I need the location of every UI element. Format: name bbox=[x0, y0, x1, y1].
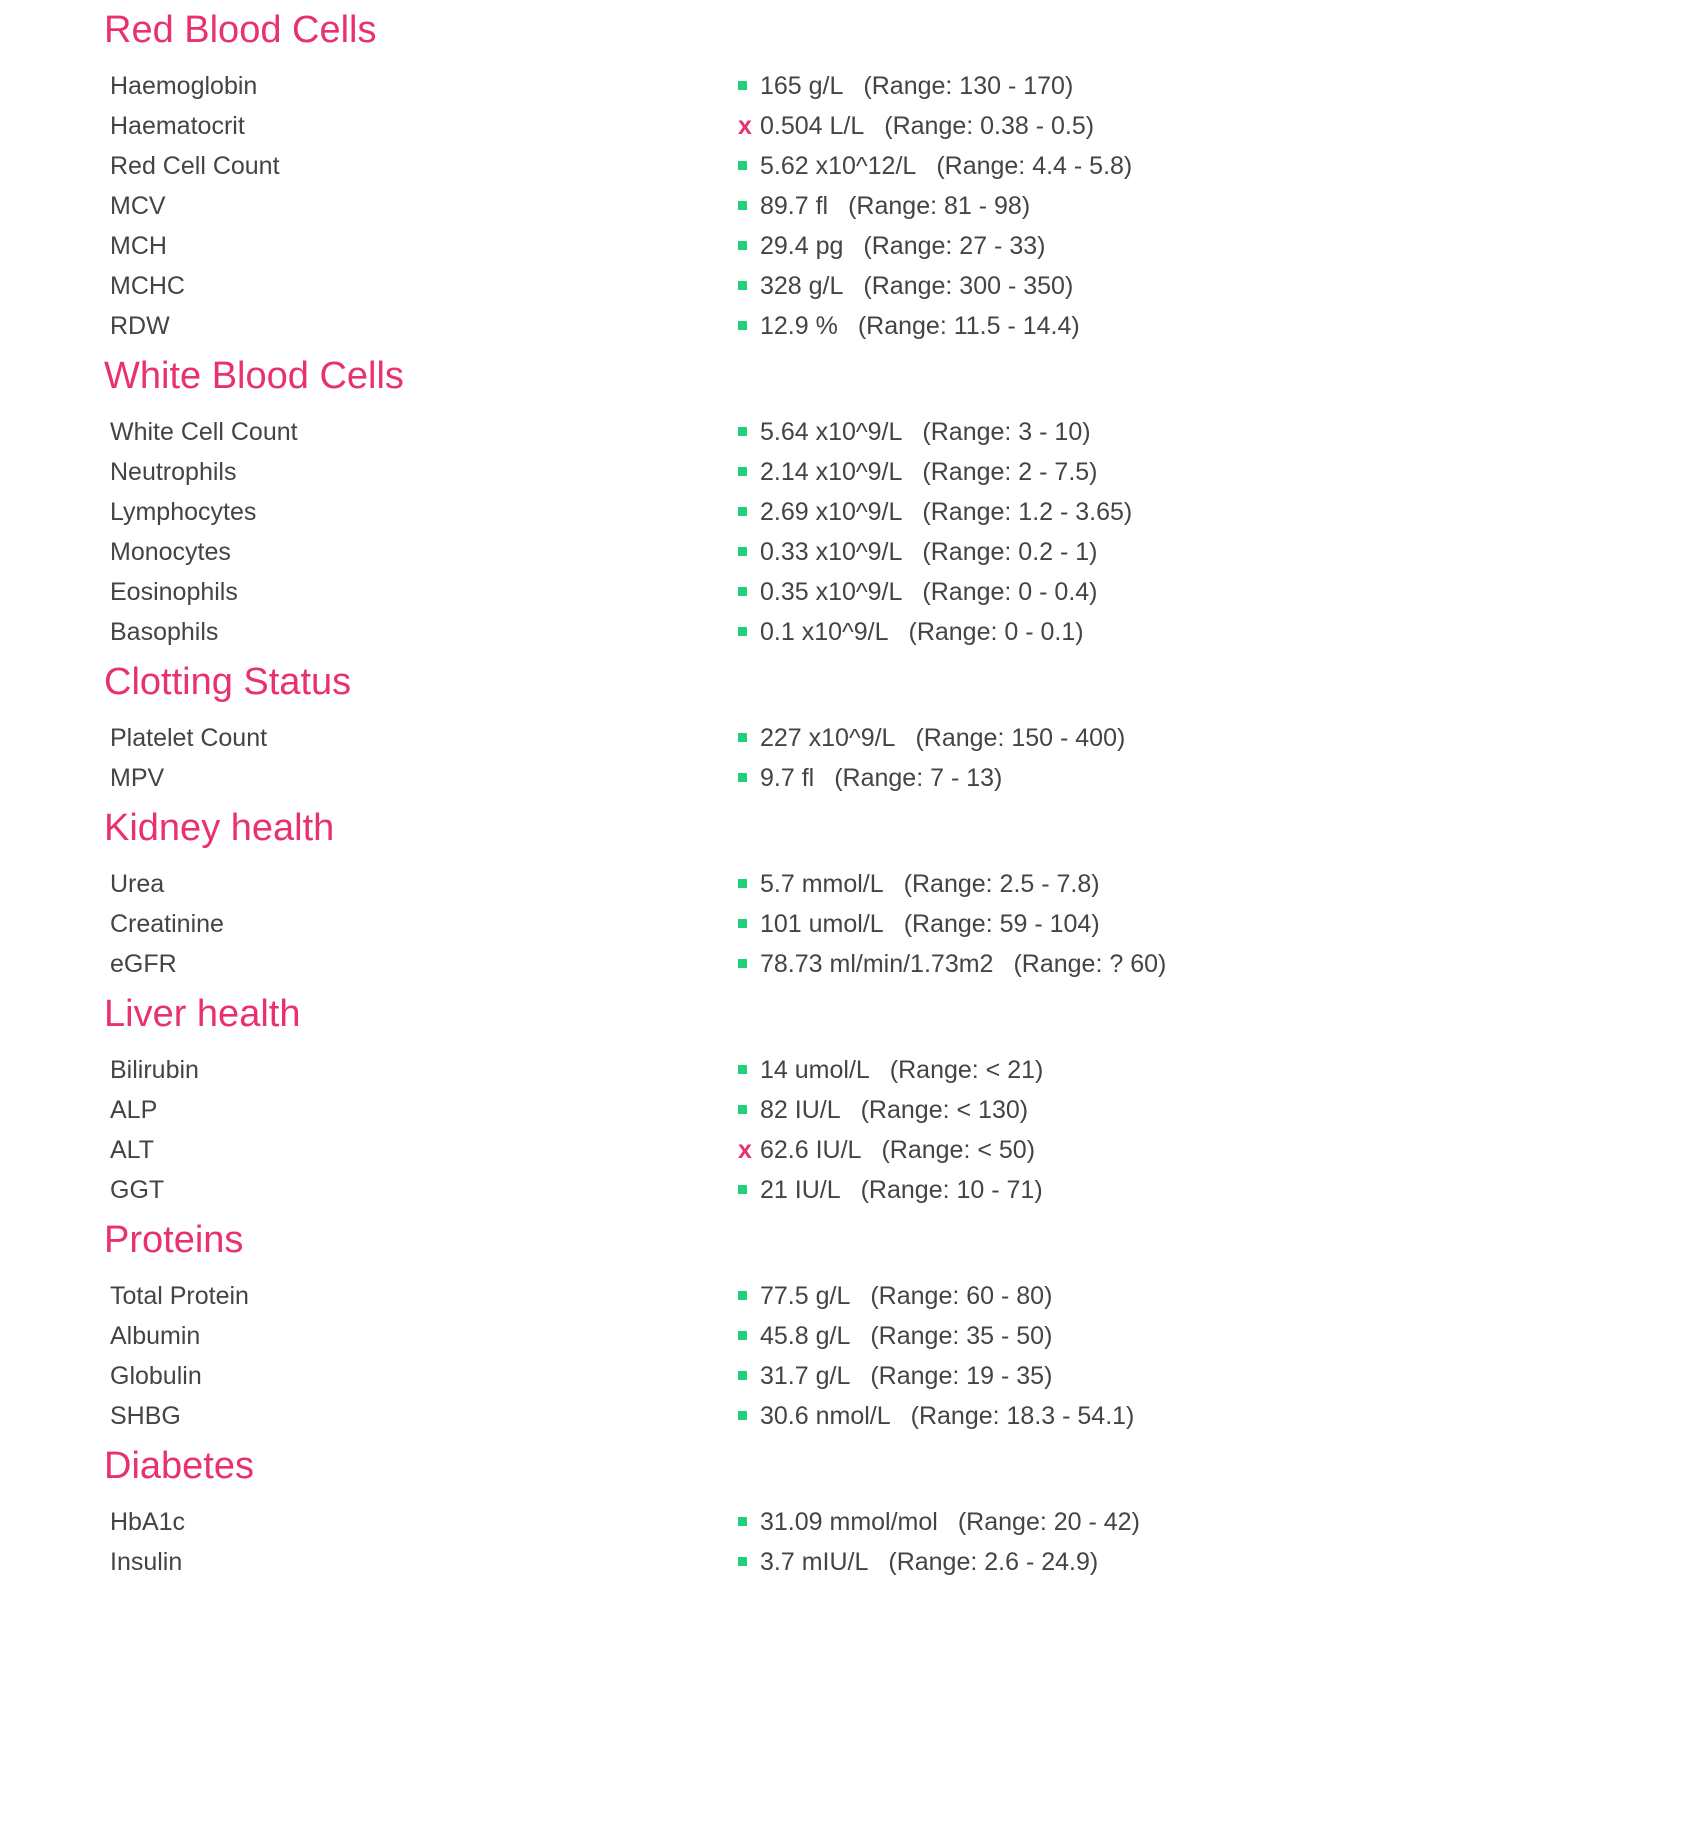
result-row-bilirubin bbox=[104, 1050, 1604, 1090]
status-ok-icon bbox=[738, 944, 760, 984]
status-ok-icon bbox=[738, 572, 760, 612]
green-square-icon bbox=[738, 507, 747, 516]
result-row-rdw bbox=[104, 306, 1604, 346]
result-list bbox=[104, 1276, 1604, 1436]
result-row-mchc bbox=[104, 266, 1604, 306]
reference-range: (Range: 60 - 80) bbox=[870, 1282, 1053, 1310]
test-result bbox=[738, 412, 1091, 452]
test-value: 0.1 x10^9/L bbox=[760, 618, 889, 646]
result-list bbox=[104, 864, 1604, 984]
result-row-basophils bbox=[104, 612, 1604, 652]
test-result bbox=[738, 1356, 1052, 1396]
green-square-icon bbox=[738, 733, 747, 742]
test-value: 0.35 x10^9/L bbox=[760, 578, 903, 606]
reference-range: (Range: 11.5 - 14.4) bbox=[857, 312, 1080, 340]
status-ok-icon bbox=[738, 1502, 760, 1542]
test-result bbox=[738, 864, 1100, 904]
result-row-mpv bbox=[104, 758, 1604, 798]
green-square-icon bbox=[738, 467, 747, 476]
green-square-icon bbox=[738, 1411, 747, 1420]
result-row-hba1c bbox=[104, 1502, 1604, 1542]
lab-results-report bbox=[104, 0, 1604, 1592]
test-value: 12.9 % bbox=[760, 312, 838, 340]
test-result bbox=[738, 1396, 1134, 1436]
result-list bbox=[104, 1050, 1604, 1210]
test-name: GGT bbox=[110, 1176, 165, 1204]
test-name: RDW bbox=[110, 312, 170, 340]
test-value: 328 g/L bbox=[760, 272, 844, 300]
test-value: 5.64 x10^9/L bbox=[760, 418, 903, 446]
test-result bbox=[738, 1130, 1035, 1170]
test-value: 101 umol/L bbox=[760, 910, 884, 938]
test-value: 21 IU/L bbox=[760, 1176, 841, 1204]
result-row-platelet-count bbox=[104, 718, 1604, 758]
green-square-icon bbox=[738, 959, 747, 968]
test-name: Eosinophils bbox=[110, 578, 238, 606]
result-row-mch bbox=[104, 226, 1604, 266]
green-square-icon bbox=[738, 627, 747, 636]
test-result bbox=[738, 944, 1166, 984]
test-result bbox=[738, 904, 1100, 944]
test-value: 62.6 IU/L bbox=[760, 1136, 862, 1164]
test-name: Lymphocytes bbox=[110, 498, 257, 526]
status-bad-icon bbox=[738, 1130, 760, 1170]
result-row-urea bbox=[104, 864, 1604, 904]
test-name: ALT bbox=[110, 1136, 154, 1164]
reference-range: (Range: 1.2 - 3.65) bbox=[922, 498, 1133, 526]
test-result bbox=[738, 612, 1084, 652]
test-result bbox=[738, 1050, 1043, 1090]
status-ok-icon bbox=[738, 146, 760, 186]
green-square-icon bbox=[738, 547, 747, 556]
test-name: Red Cell Count bbox=[110, 152, 280, 180]
status-ok-icon bbox=[738, 1316, 760, 1356]
result-row-monocytes bbox=[104, 532, 1604, 572]
test-result bbox=[738, 1542, 1098, 1582]
test-name: Creatinine bbox=[110, 910, 224, 938]
test-name: Haemoglobin bbox=[110, 72, 258, 100]
reference-range: (Range: 59 - 104) bbox=[903, 910, 1100, 938]
test-result bbox=[738, 718, 1125, 758]
reference-range: (Range: 27 - 33) bbox=[863, 232, 1046, 260]
result-row-haematocrit bbox=[104, 106, 1604, 146]
result-row-haemoglobin bbox=[104, 66, 1604, 106]
test-result bbox=[738, 306, 1080, 346]
green-square-icon bbox=[738, 919, 747, 928]
test-name: MCHC bbox=[110, 272, 185, 300]
reference-range: (Range: 19 - 35) bbox=[870, 1362, 1053, 1390]
test-result bbox=[738, 1502, 1140, 1542]
test-name: Albumin bbox=[110, 1322, 201, 1350]
green-square-icon bbox=[738, 587, 747, 596]
reference-range: (Range: 0.2 - 1) bbox=[922, 538, 1098, 566]
result-list bbox=[104, 718, 1604, 798]
test-result bbox=[738, 532, 1098, 572]
status-bad-icon bbox=[738, 106, 760, 146]
result-row-alt bbox=[104, 1130, 1604, 1170]
result-row-white-cell-count bbox=[104, 412, 1604, 452]
status-ok-icon bbox=[738, 1356, 760, 1396]
reference-range: (Range: 7 - 13) bbox=[834, 764, 1003, 792]
status-ok-icon bbox=[738, 412, 760, 452]
status-ok-icon bbox=[738, 1090, 760, 1130]
test-name: HbA1c bbox=[110, 1508, 186, 1536]
result-row-lymphocytes bbox=[104, 492, 1604, 532]
status-ok-icon bbox=[738, 492, 760, 532]
green-square-icon bbox=[738, 773, 747, 782]
result-row-shbg bbox=[104, 1396, 1604, 1436]
test-name: MCV bbox=[110, 192, 166, 220]
status-ok-icon bbox=[738, 718, 760, 758]
status-ok-icon bbox=[738, 306, 760, 346]
green-square-icon bbox=[738, 1185, 747, 1194]
result-list bbox=[104, 1502, 1604, 1582]
result-row-mcv bbox=[104, 186, 1604, 226]
status-ok-icon bbox=[738, 66, 760, 106]
test-result bbox=[738, 492, 1132, 532]
test-name: Neutrophils bbox=[110, 458, 237, 486]
test-result bbox=[738, 106, 1094, 146]
green-square-icon bbox=[738, 241, 747, 250]
green-square-icon bbox=[738, 201, 747, 210]
status-ok-icon bbox=[738, 1542, 760, 1582]
test-name: MCH bbox=[110, 232, 167, 260]
reference-range: (Range: 2.5 - 7.8) bbox=[903, 870, 1100, 898]
section-title-diabetes: Diabetes bbox=[104, 1445, 254, 1487]
status-ok-icon bbox=[738, 1170, 760, 1210]
green-square-icon bbox=[738, 1065, 747, 1074]
section-title-red-blood-cells: Red Blood Cells bbox=[104, 9, 377, 51]
reference-range: (Range: 10 - 71) bbox=[860, 1176, 1043, 1204]
status-ok-icon bbox=[738, 1050, 760, 1090]
result-row-insulin bbox=[104, 1542, 1604, 1582]
reference-range: (Range: 300 - 350) bbox=[863, 272, 1074, 300]
test-name: Total Protein bbox=[110, 1282, 249, 1310]
test-value: 78.73 ml/min/1.73m2 bbox=[760, 950, 994, 978]
test-name: Insulin bbox=[110, 1548, 183, 1576]
result-row-alp bbox=[104, 1090, 1604, 1130]
test-name: SHBG bbox=[110, 1402, 181, 1430]
reference-range: (Range: 2.6 - 24.9) bbox=[888, 1548, 1099, 1576]
reference-range: (Range: < 21) bbox=[889, 1056, 1044, 1084]
result-row-total-protein bbox=[104, 1276, 1604, 1316]
test-result bbox=[738, 572, 1098, 612]
reference-range: (Range: 18.3 - 54.1) bbox=[910, 1402, 1135, 1430]
reference-range: (Range: 81 - 98) bbox=[848, 192, 1031, 220]
section-title-proteins: Proteins bbox=[104, 1219, 244, 1261]
test-value: 31.09 mmol/mol bbox=[760, 1508, 938, 1536]
section-title-liver-health: Liver health bbox=[104, 993, 301, 1035]
test-value: 29.4 pg bbox=[760, 232, 844, 260]
test-value: 0.33 x10^9/L bbox=[760, 538, 903, 566]
green-square-icon bbox=[738, 427, 747, 436]
reference-range: (Range: 0 - 0.4) bbox=[922, 578, 1098, 606]
test-name: White Cell Count bbox=[110, 418, 298, 446]
green-square-icon bbox=[738, 1291, 747, 1300]
result-row-albumin bbox=[104, 1316, 1604, 1356]
green-square-icon bbox=[738, 1371, 747, 1380]
result-row-globulin bbox=[104, 1356, 1604, 1396]
reference-range: (Range: 3 - 10) bbox=[922, 418, 1091, 446]
test-value: 227 x10^9/L bbox=[760, 724, 896, 752]
result-list bbox=[104, 66, 1604, 346]
test-value: 0.504 L/L bbox=[760, 112, 865, 140]
test-value: 82 IU/L bbox=[760, 1096, 841, 1124]
status-ok-icon bbox=[738, 758, 760, 798]
red-x-icon: x bbox=[738, 1136, 752, 1164]
green-square-icon bbox=[738, 281, 747, 290]
test-value: 89.7 fl bbox=[760, 192, 829, 220]
test-result bbox=[738, 1316, 1052, 1356]
status-ok-icon bbox=[738, 186, 760, 226]
status-ok-icon bbox=[738, 532, 760, 572]
test-result bbox=[738, 146, 1132, 186]
reference-range: (Range: < 50) bbox=[881, 1136, 1036, 1164]
test-name: Basophils bbox=[110, 618, 219, 646]
status-ok-icon bbox=[738, 226, 760, 266]
result-row-red-cell-count bbox=[104, 146, 1604, 186]
test-name: Monocytes bbox=[110, 538, 231, 566]
green-square-icon bbox=[738, 161, 747, 170]
test-name: Urea bbox=[110, 870, 165, 898]
green-square-icon bbox=[738, 81, 747, 90]
reference-range: (Range: ? 60) bbox=[1013, 950, 1167, 978]
test-name: Bilirubin bbox=[110, 1056, 199, 1084]
section-title-white-blood-cells: White Blood Cells bbox=[104, 355, 404, 397]
test-value: 45.8 g/L bbox=[760, 1322, 851, 1350]
test-name: Globulin bbox=[110, 1362, 202, 1390]
test-value: 14 umol/L bbox=[760, 1056, 870, 1084]
green-square-icon bbox=[738, 1331, 747, 1340]
test-value: 5.7 mmol/L bbox=[760, 870, 884, 898]
green-square-icon bbox=[738, 879, 747, 888]
test-value: 9.7 fl bbox=[760, 764, 815, 792]
test-name: eGFR bbox=[110, 950, 177, 978]
status-ok-icon bbox=[738, 1276, 760, 1316]
test-name: Haematocrit bbox=[110, 112, 245, 140]
green-square-icon bbox=[738, 1517, 747, 1526]
test-result bbox=[738, 266, 1073, 306]
test-name: Platelet Count bbox=[110, 724, 268, 752]
reference-range: (Range: 150 - 400) bbox=[915, 724, 1126, 752]
reference-range: (Range: < 130) bbox=[860, 1096, 1029, 1124]
green-square-icon bbox=[738, 321, 747, 330]
reference-range: (Range: 20 - 42) bbox=[957, 1508, 1140, 1536]
test-result bbox=[738, 66, 1073, 106]
test-value: 165 g/L bbox=[760, 72, 844, 100]
test-value: 3.7 mIU/L bbox=[760, 1548, 869, 1576]
reference-range: (Range: 35 - 50) bbox=[870, 1322, 1053, 1350]
status-ok-icon bbox=[738, 612, 760, 652]
result-row-eosinophils bbox=[104, 572, 1604, 612]
test-result bbox=[738, 452, 1098, 492]
test-value: 5.62 x10^12/L bbox=[760, 152, 917, 180]
test-value: 2.69 x10^9/L bbox=[760, 498, 903, 526]
test-value: 31.7 g/L bbox=[760, 1362, 851, 1390]
status-ok-icon bbox=[738, 452, 760, 492]
reference-range: (Range: 2 - 7.5) bbox=[922, 458, 1098, 486]
result-list bbox=[104, 412, 1604, 652]
reference-range: (Range: 0 - 0.1) bbox=[908, 618, 1084, 646]
test-value: 30.6 nmol/L bbox=[760, 1402, 891, 1430]
reference-range: (Range: 4.4 - 5.8) bbox=[936, 152, 1133, 180]
test-value: 77.5 g/L bbox=[760, 1282, 851, 1310]
reference-range: (Range: 130 - 170) bbox=[863, 72, 1074, 100]
green-square-icon bbox=[738, 1105, 747, 1114]
section-title-kidney-health: Kidney health bbox=[104, 807, 335, 849]
result-row-ggt bbox=[104, 1170, 1604, 1210]
test-result bbox=[738, 1090, 1028, 1130]
result-row-neutrophils bbox=[104, 452, 1604, 492]
status-ok-icon bbox=[738, 266, 760, 306]
status-ok-icon bbox=[738, 904, 760, 944]
test-result bbox=[738, 186, 1030, 226]
test-result bbox=[738, 1170, 1043, 1210]
test-name: ALP bbox=[110, 1096, 158, 1124]
test-result bbox=[738, 758, 1002, 798]
reference-range: (Range: 0.38 - 0.5) bbox=[884, 112, 1095, 140]
result-row-egfr bbox=[104, 944, 1604, 984]
result-row-creatinine bbox=[104, 904, 1604, 944]
status-ok-icon bbox=[738, 864, 760, 904]
test-result bbox=[738, 1276, 1052, 1316]
test-name: MPV bbox=[110, 764, 165, 792]
section-title-clotting-status: Clotting Status bbox=[104, 661, 352, 703]
test-result bbox=[738, 226, 1045, 266]
test-value: 2.14 x10^9/L bbox=[760, 458, 903, 486]
red-x-icon: x bbox=[738, 112, 752, 140]
status-ok-icon bbox=[738, 1396, 760, 1436]
green-square-icon bbox=[738, 1557, 747, 1566]
